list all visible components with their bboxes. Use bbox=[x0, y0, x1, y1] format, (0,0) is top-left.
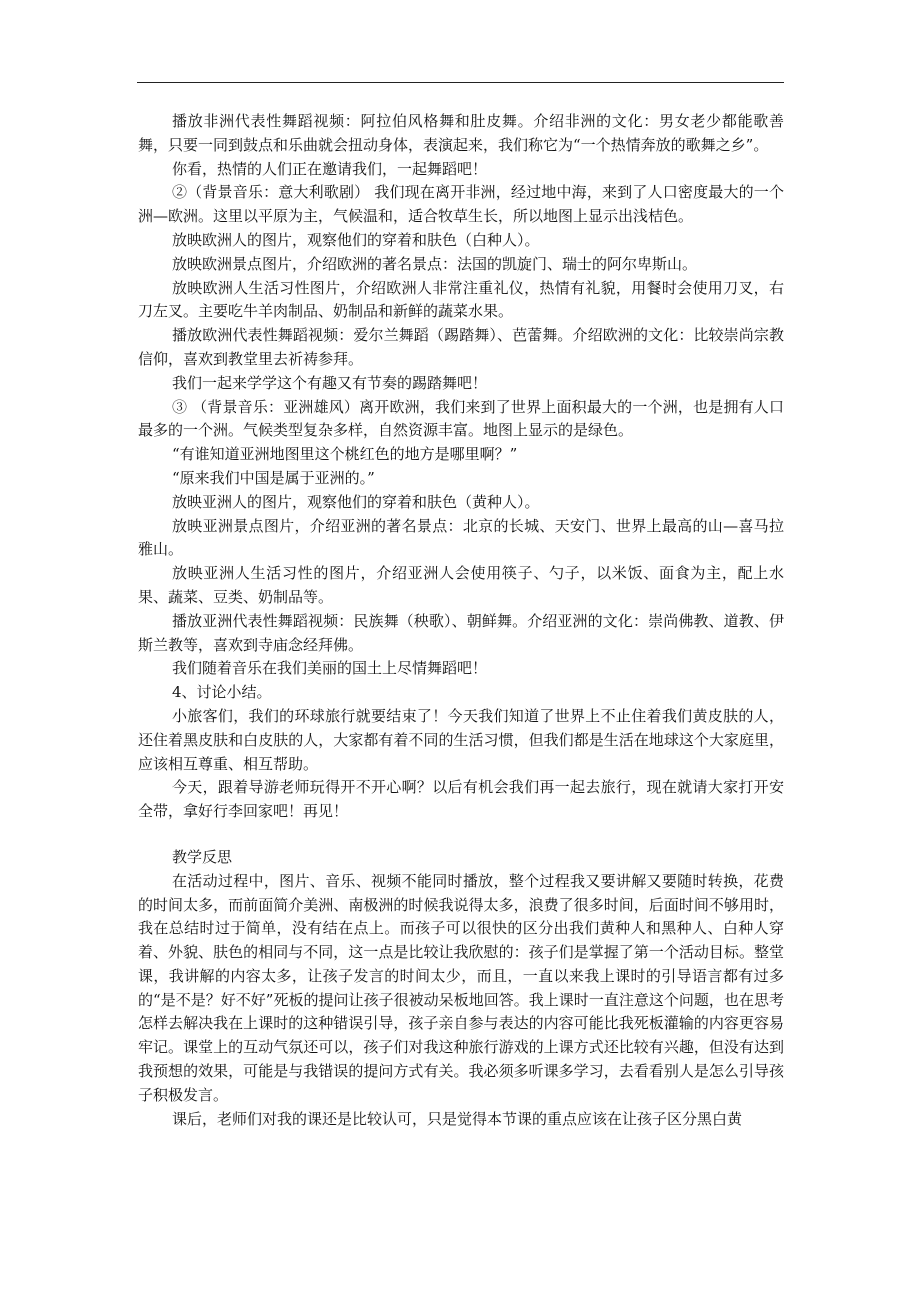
paragraph: 放映欧洲景点图片，介绍欧洲的著名景点：法国的凯旋门、瑞士的阿尔卑斯山。 bbox=[172, 254, 698, 273]
section-title-reflection: 教学反思 bbox=[172, 847, 233, 866]
paragraph: 放映欧洲人的图片，观察他们的穿着和肤色（白种人）。 bbox=[172, 230, 540, 249]
paragraph: 我们随着音乐在我们美丽的国土上尽情舞蹈吧！ bbox=[172, 659, 488, 678]
paragraph: 在活动过程中，图片、音乐、视频不能同时播放，整个过程我又要讲解又要随时转换，花费的时间太多，而前面简介美洲、南极洲的时候我说得太多，浪费了很多时间，后面时间不够用时，我在总结时过于简单，没有结在点上。而孩子可以很快的区分出我们黄种人和黑种人、白种人穿着、外貌、肤色的相同与不同，这一点是比较让我欣慰的：孩子们是掌握了第一个活动目标。整堂课，我讲解的内容太多，让孩子发言的时间太少，而且，一直以来我上课时的引导语言都有过多的“是不是？好不好”死板的提问让孩子很被动呆板地回答。我上课时一直注意这个问题，也在思考怎样去解决我在上课时的这种错误引导，孩子亲自参与表达的内容可能比我死板灌输的内容更容易牢记。课堂上的互动气氛还可以，孩子们对我这种旅行游戏的上课方式还比较有兴趣，但没有达到我预想的效果，可能是与我错误的提问方式有关。我必须多听课多学习，去看看别人是怎么引导孩子积极发言。 bbox=[138, 871, 784, 1104]
section-gap bbox=[138, 824, 784, 846]
paragraph: 你看，热情的人们正在邀请我们，一起舞蹈吧！ bbox=[172, 159, 488, 178]
paragraph: 放映亚洲人的图片，观察他们的穿着和肤色（黄种人）。 bbox=[172, 492, 540, 511]
paragraph: 播放非洲代表性舞蹈视频：阿拉伯风格舞和肚皮舞。介绍非洲的文化：男女老少都能歌善舞，只要一同到鼓点和乐曲就会扭动身体，表演起来，我们称它为“一个热情奔放的歌舞之乡”。 bbox=[138, 112, 784, 154]
paragraph: 我们一起来学学这个有趣又有节奏的踢踏舞吧！ bbox=[172, 373, 488, 392]
paragraph: 播放欧洲代表性舞蹈视频：爱尔兰舞蹈（踢踏舞）、芭蕾舞。介绍欧洲的文化：比较崇尚宗教信仰，喜欢到教堂里去祈祷参拜。 bbox=[138, 326, 784, 368]
paragraph: 今天，跟着导游老师玩得开不开心啊？以后有机会我们再一起去旅行，现在就请大家打开安全带，拿好行李回家吧！再见！ bbox=[138, 778, 784, 821]
lesson-steps-section bbox=[138, 110, 784, 824]
paragraph: 课后，老师们对我的课还是比较认可，只是觉得本节课的重点应该在让孩子区分黑白黄 bbox=[172, 1109, 743, 1128]
paragraph: ③ （背景音乐：亚洲雄风）离开欧洲，我们来到了世界上面积最大的一个洲，也是拥有人口最多的一个洲。气候类型复杂多样，自然资源丰富。地图上显示的是绿色。 bbox=[138, 397, 784, 440]
header-rule bbox=[137, 82, 784, 83]
paragraph: 放映欧洲人生活习性图片，介绍欧洲人非常注重礼仪，热情有礼貌，用餐时会使用刀叉，右刀左叉。主要吃牛羊肉制品、奶制品和新鲜的蔬菜水果。 bbox=[138, 278, 784, 321]
paragraph: 放映亚洲景点图片，介绍亚洲的著名景点：北京的长城、天安门、世界上最高的山—喜马拉雅山。 bbox=[138, 516, 784, 559]
paragraph: 小旅客们，我们的环球旅行就要结束了！今天我们知道了世界上不止住着我们黄皮肤的人，还住着黑皮肤和白皮肤的人，大家都有着不同的生活习惯，但我们都是生活在地球这个大家庭里，应该相互尊重、相互帮助。 bbox=[138, 706, 784, 773]
paragraph: 放映亚洲人生活习性的图片，介绍亚洲人会使用筷子、勺子，以米饭、面食为主，配上水果、蔬菜、豆类、奶制品等。 bbox=[138, 564, 784, 606]
paragraph: 播放亚洲代表性舞蹈视频：民族舞（秧歌）、朝鲜舞。介绍亚洲的文化：崇尚佛教、道教、伊斯兰教等，喜欢到寺庙念经拜佛。 bbox=[138, 611, 784, 654]
document-body bbox=[138, 110, 784, 1131]
paragraph: “原来我们中国是属于亚洲的。” bbox=[172, 468, 375, 487]
reflection-section bbox=[138, 870, 784, 1132]
paragraph: 4、讨论小结。 bbox=[172, 683, 272, 702]
paragraph: “有谁知道亚洲地图里这个桃红色的地方是哪里啊？” bbox=[172, 445, 518, 464]
paragraph: ②（背景音乐：意大利歌剧） 我们现在离开非洲，经过地中海，来到了人口密度最大的一个洲—欧洲。这里以平原为主，气候温和，适合牧草生长，所以地图上显示出浅桔色。 bbox=[138, 183, 784, 226]
